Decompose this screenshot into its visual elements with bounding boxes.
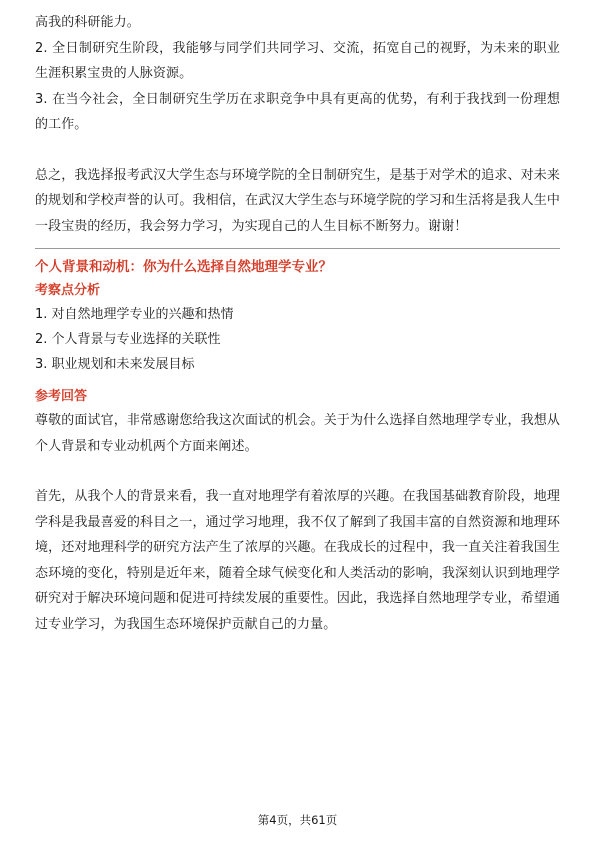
- paragraph-spacer: [35, 459, 560, 484]
- section-divider: [35, 248, 560, 249]
- intro-paragraph-1: 高我的科研能力。: [35, 15, 140, 30]
- intro-paragraph-3: 3. 在当今社会，全日制研究生学历在求职竞争中具有更高的优势，有利于我找到一份理想的工作。: [35, 91, 560, 132]
- analysis-label: 考察点分析: [35, 283, 101, 298]
- paragraph-spacer: [35, 138, 560, 163]
- paragraph-spacer: [35, 377, 560, 386]
- page-number: 第4页，共61页: [257, 813, 338, 827]
- page-content: [35, 10, 560, 637]
- answer-paragraph-2: 首先，从我个人的背景来看，我一直对地理学有着浓厚的兴趣。在我国基础教育阶段，地理学科是我最喜爱的科目之一，通过学习地理，我不仅了解到了我国丰富的自然资源和地理环境，还对地理科学的研究方法产生了浓厚的兴趣。在我成长的过程中，我一直关注着我国生态环境的变化，特别是近年来，随着全球气候变化和人类活动的影响，我深刻认识到地理学研究对于解决环境问题和促进可持续发展的重要性。因此，我选择自然地理学专业，希望通过专业学习，为我国生态环境保护贡献自己的力量。: [35, 489, 560, 632]
- question-heading: 个人背景和动机：你为什么选择自然地理学专业？: [35, 259, 332, 275]
- answer-paragraph-1: 尊敬的面试官，非常感谢您给我这次面试的机会。关于为什么选择自然地理学专业，我想从个人背景和专业动机两个方面来阐述。: [35, 413, 560, 454]
- analysis-item-1: 1. 对自然地理学专业的兴趣和热情: [35, 307, 234, 322]
- analysis-item-3: 3. 职业规划和未来发展目标: [35, 357, 195, 372]
- analysis-item-2: 2. 个人背景与专业选择的关联性: [35, 332, 221, 347]
- conclusion-paragraph: 总之，我选择报考武汉大学生态与环境学院的全日制研究生，是基于对学术的追求、对未来的规划和学校声誉的认可。我相信，在武汉大学生态与环境学院的学习和生活将是我人生中一段宝贵的经历，我会努力学习，为实现自己的人生目标不断努力。谢谢！: [35, 167, 560, 234]
- intro-paragraph-2: 2. 全日制研究生阶段，我能够与同学们共同学习、交流，拓宽自己的视野，为未来的职业生涯积累宝贵的人脉资源。: [35, 40, 560, 81]
- answer-label: 参考回答: [35, 389, 88, 404]
